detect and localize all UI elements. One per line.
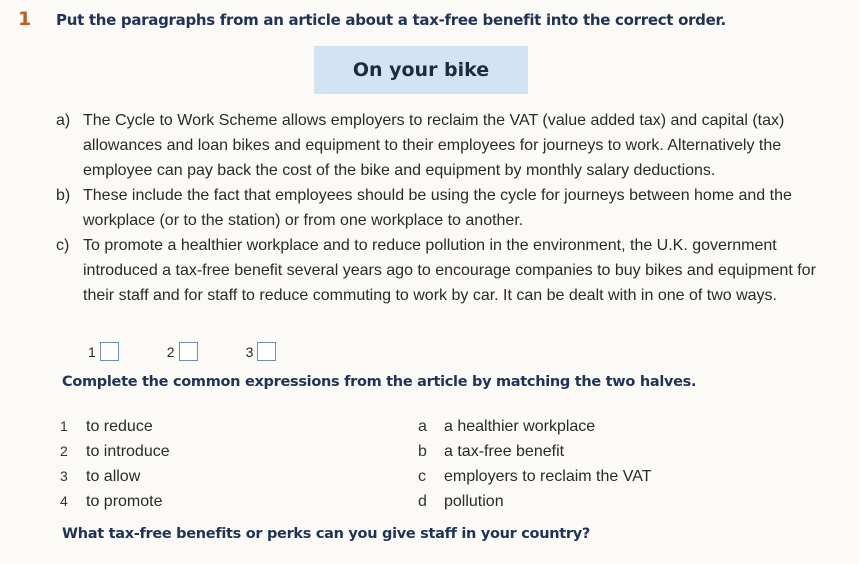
paragraph-a [56,108,836,183]
paragraph-letter: b) [56,187,71,204]
order-answer-boxes [88,342,276,361]
paragraph-c [56,233,836,308]
item-number: 3 [60,468,68,484]
item-text: employers to reclaim the VAT [444,468,652,485]
list-item [418,439,738,464]
item-text: pollution [444,493,504,510]
exercise-instruction: Put the paragraphs from an article about a tax-free benefit into the correct order. [56,11,726,29]
list-item [418,414,738,439]
item-letter: a [418,418,427,435]
list-item [60,464,360,489]
matching-right-list [418,414,738,514]
order-slot-2 [167,342,198,361]
item-text: to introduce [86,443,170,460]
order-slot-number: 2 [166,343,175,360]
order-slot-1 [88,342,119,361]
article-title: On your bike [314,46,528,94]
answer-box[interactable] [257,342,276,361]
order-slot-number: 3 [245,343,254,360]
list-item [60,439,360,464]
paragraph-letter: c) [56,237,70,254]
item-text: to allow [86,468,141,485]
item-number: 1 [60,418,68,434]
item-letter: c [418,468,426,485]
exercise-number: 1 [18,8,32,30]
list-item [418,464,738,489]
paragraph-text: The Cycle to Work Scheme allows employers to reclaim the VAT (value added tax) and capital (tax) allowances and loan bikes and equipment to their employees for journeys to work. Alternatively the employee can pay back the cost of the bike and equipment by monthly salary deductions. [83,112,785,179]
order-slot-number: 1 [88,343,96,360]
item-letter: b [418,443,427,460]
article-paragraphs [56,108,836,308]
item-text: a healthier workplace [444,418,596,435]
list-item [418,489,738,514]
discussion-question: What tax-free benefits or perks can you give staff in your country? [62,526,591,542]
matching-left-list [60,414,360,514]
paragraph-letter: a) [56,112,71,129]
item-number: 4 [60,493,68,509]
item-text: a tax-free benefit [444,443,565,460]
list-item [60,489,360,514]
paragraph-text: To promote a healthier workplace and to reduce pollution in the environment, the U.K. government introduced a tax-free benefit several years ago to encourage companies to buy bikes and equipment for their staff and for staff to reduce commuting to work by car. It can be dealt with in one of two ways. [83,237,816,304]
order-slot-3 [246,342,277,361]
answer-box[interactable] [179,342,198,361]
list-item [60,414,360,439]
item-letter: d [418,493,427,510]
item-text: to reduce [86,418,153,435]
matching-instruction: Complete the common expressions from the article by matching the two halves. [62,374,697,390]
paragraph-text: These include the fact that employees should be using the cycle for journeys between home and the workplace (or to the station) or from one workplace to another. [83,187,792,229]
item-text: to promote [86,493,163,510]
answer-box[interactable] [100,342,119,361]
item-number: 2 [60,443,68,459]
exercise-header [18,8,726,30]
paragraph-b [56,183,836,233]
